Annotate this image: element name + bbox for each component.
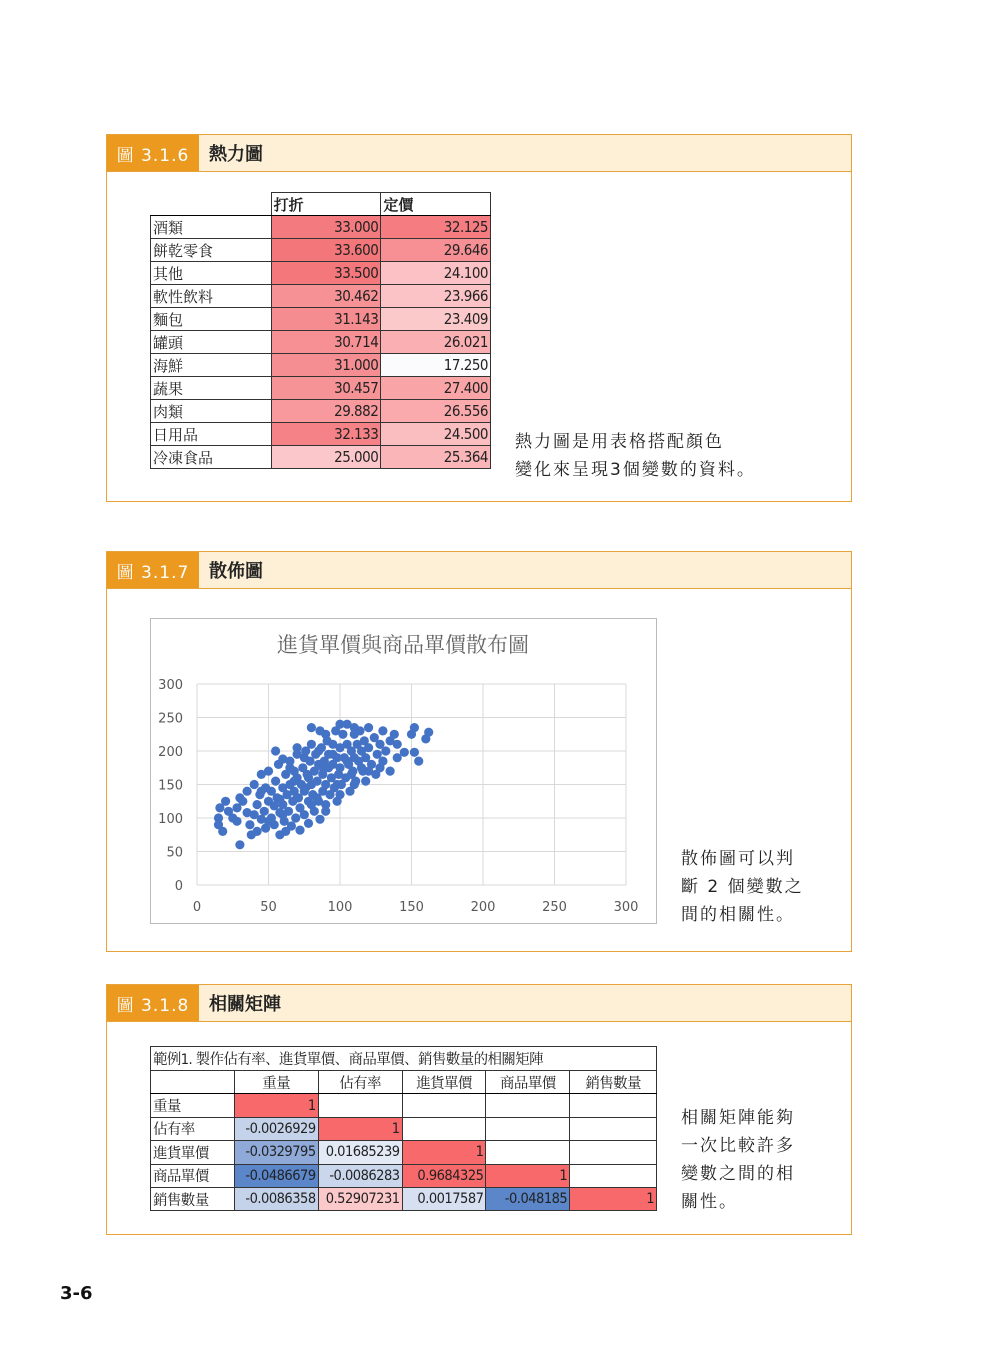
scatter-point <box>335 720 344 729</box>
scatter-point <box>235 840 244 849</box>
scatter-point <box>424 728 433 737</box>
row-label: 軟性飲料 <box>151 285 272 308</box>
scatter-point <box>390 730 399 739</box>
y-tick-label: 0 <box>174 879 183 894</box>
correlation-table-title: 範例1. 製作佔有率、進貨單價、商品單價、銷售數量的相關矩陣 <box>151 1047 657 1071</box>
scatter-point <box>304 773 313 782</box>
table-row <box>151 1164 657 1187</box>
heatmap-caption <box>515 428 756 484</box>
scatter-point <box>232 817 241 826</box>
column-header: 重量 <box>234 1071 318 1094</box>
y-tick-label: 150 <box>158 778 183 794</box>
row-label: 餅乾零食 <box>151 239 272 262</box>
scatter-point <box>245 820 254 829</box>
x-tick-label: 0 <box>192 900 202 915</box>
row-label: 日用品 <box>151 423 272 446</box>
scatter-point <box>278 810 287 819</box>
column-header <box>151 1071 235 1094</box>
scatter-point <box>333 780 342 789</box>
scatter-point <box>313 793 322 802</box>
discount-cell: 30.457 <box>271 377 381 400</box>
price-cell: 24.500 <box>381 423 491 446</box>
caption-line: 相關矩陣能夠 <box>681 1108 795 1128</box>
table-row <box>151 1094 657 1117</box>
row-label: 海鮮 <box>151 354 272 377</box>
x-tick-label: 250 <box>542 900 567 915</box>
figure-header <box>107 552 851 589</box>
scatter-point <box>290 777 299 786</box>
figure-title: 散佈圖 <box>209 561 263 582</box>
scatter-point <box>271 746 280 755</box>
price-cell: 25.364 <box>381 446 491 469</box>
correlation-cell <box>318 1094 402 1117</box>
discount-cell: 31.143 <box>271 308 381 331</box>
scatter-point <box>253 800 262 809</box>
scatter-point <box>361 777 370 786</box>
discount-cell: 29.882 <box>271 400 381 423</box>
scatter-point <box>393 753 402 762</box>
price-cell: 29.646 <box>381 239 491 262</box>
column-header: 佔有率 <box>318 1071 402 1094</box>
row-label: 罐頭 <box>151 331 272 354</box>
caption-line: 變數之間的相 <box>681 1164 795 1184</box>
scatter-point <box>264 767 273 776</box>
row-label: 商品單價 <box>151 1164 235 1187</box>
table-row <box>151 262 491 285</box>
correlation-cell: 1 <box>318 1117 402 1140</box>
x-tick-label: 200 <box>470 900 496 915</box>
table-row <box>151 1187 657 1210</box>
correlation-cell: -0.0486679 <box>234 1164 318 1187</box>
column-header: 進貨單價 <box>402 1071 486 1094</box>
correlation-cell: 1 <box>402 1141 486 1164</box>
table-row <box>151 1117 657 1140</box>
correlation-cell <box>570 1117 657 1140</box>
row-label: 蔬果 <box>151 377 272 400</box>
scatter-point <box>378 726 387 735</box>
caption-line: 變化來呈現3個變數的資料。 <box>515 460 756 480</box>
correlation-cell <box>402 1094 486 1117</box>
row-label: 重量 <box>151 1094 235 1117</box>
row-label: 佔有率 <box>151 1117 235 1140</box>
scatter-point <box>300 810 309 819</box>
figure-number: 圖 3.1.8 <box>107 985 199 1021</box>
scatter-point <box>243 787 252 796</box>
correlation-cell: 0.9684325 <box>402 1164 486 1187</box>
scatter-point <box>264 817 273 826</box>
scatter-point <box>221 797 230 806</box>
header-price: 定價 <box>381 193 491 216</box>
scatter-point <box>364 723 373 732</box>
row-label: 麵包 <box>151 308 272 331</box>
y-tick-label: 200 <box>158 745 183 760</box>
table-row <box>151 239 491 262</box>
price-cell: 23.966 <box>381 285 491 308</box>
correlation-cell <box>570 1141 657 1164</box>
scatter-point <box>295 826 304 835</box>
price-cell: 32.125 <box>381 216 491 239</box>
row-label: 其他 <box>151 262 272 285</box>
scatter-point <box>347 770 356 779</box>
table-row <box>151 308 491 331</box>
figure-title: 相關矩陣 <box>209 994 281 1015</box>
column-header: 銷售數量 <box>570 1071 657 1094</box>
scatter-point <box>301 783 310 792</box>
row-label: 冷凍食品 <box>151 446 272 469</box>
scatter-point <box>386 767 395 776</box>
scatter-caption <box>681 845 804 929</box>
scatter-point <box>275 795 284 804</box>
column-header: 商品單價 <box>486 1071 570 1094</box>
y-tick-label: 50 <box>166 845 183 861</box>
caption-line: 散佈圖可以判 <box>681 849 795 869</box>
scatter-point <box>350 780 359 789</box>
scatter-point <box>335 763 344 772</box>
scatter-chart-frame <box>150 618 657 924</box>
row-label: 酒類 <box>151 216 272 239</box>
scatter-point <box>307 740 316 749</box>
correlation-cell: 1 <box>486 1164 570 1187</box>
correlation-table <box>150 1046 657 1211</box>
price-cell: 27.400 <box>381 377 491 400</box>
caption-line: 熱力圖是用表格搭配顏色 <box>515 432 724 452</box>
header-discount: 打折 <box>271 193 381 216</box>
scatter-point <box>364 743 373 752</box>
correlation-cell <box>402 1117 486 1140</box>
scatter-point <box>321 807 330 816</box>
page-number: 3-6 <box>60 1283 93 1304</box>
scatter-point <box>291 813 300 822</box>
row-label: 銷售數量 <box>151 1187 235 1210</box>
scatter-point <box>253 827 262 836</box>
scatter-chart <box>151 619 656 923</box>
scatter-point <box>293 793 302 802</box>
scatter-point <box>357 763 366 772</box>
correlation-cell: -0.0086358 <box>234 1187 318 1210</box>
correlation-cell: 1 <box>570 1187 657 1210</box>
correlation-cell: -0.0329795 <box>234 1141 318 1164</box>
figure-number: 圖 3.1.7 <box>107 552 199 588</box>
table-row <box>151 285 491 308</box>
scatter-point <box>410 723 419 732</box>
correlation-cell: 0.0017587 <box>402 1187 486 1210</box>
discount-cell: 33.000 <box>271 216 381 239</box>
correlation-caption <box>681 1104 795 1216</box>
scatter-point <box>338 730 347 739</box>
row-label: 進貨單價 <box>151 1141 235 1164</box>
scatter-point <box>321 730 330 739</box>
scatter-point <box>307 723 316 732</box>
scatter-point <box>281 827 290 836</box>
table-row <box>151 354 491 377</box>
scatter-point <box>343 757 352 766</box>
scatter-point <box>257 787 266 796</box>
scatter-point <box>335 790 344 799</box>
scatter-point <box>293 743 302 752</box>
correlation-cell: -0.0026929 <box>234 1117 318 1140</box>
correlation-cell <box>486 1141 570 1164</box>
caption-line: 關性。 <box>681 1192 738 1212</box>
figure-header <box>107 135 851 172</box>
table-row <box>151 446 491 469</box>
correlation-cell <box>570 1164 657 1187</box>
figure-number: 圖 3.1.6 <box>107 135 199 171</box>
scatter-point <box>304 819 313 828</box>
scatter-point <box>410 748 419 757</box>
caption-line: 間的相關性。 <box>681 905 795 925</box>
discount-cell: 33.500 <box>271 262 381 285</box>
table-row <box>151 216 491 239</box>
discount-cell: 25.000 <box>271 446 381 469</box>
header-blank <box>151 193 272 216</box>
y-tick-label: 300 <box>158 678 183 693</box>
scatter-point <box>381 746 390 755</box>
price-cell: 23.409 <box>381 308 491 331</box>
discount-cell: 30.462 <box>271 285 381 308</box>
scatter-point <box>350 723 359 732</box>
caption-line: 斷 2 個變數之 <box>681 877 804 897</box>
x-tick-label: 300 <box>613 900 639 915</box>
scatter-point <box>271 777 280 786</box>
figure-header <box>107 985 851 1022</box>
correlation-cell: 1 <box>234 1094 318 1117</box>
caption-line: 一次比較許多 <box>681 1136 795 1156</box>
scatter-point <box>318 763 327 772</box>
scatter-point <box>300 753 309 762</box>
scatter-point <box>218 827 227 836</box>
correlation-cell <box>570 1094 657 1117</box>
table-row <box>151 377 491 400</box>
discount-cell: 32.133 <box>271 423 381 446</box>
price-cell: 26.556 <box>381 400 491 423</box>
price-cell: 17.250 <box>381 354 491 377</box>
correlation-cell <box>486 1094 570 1117</box>
scatter-point <box>278 754 287 763</box>
x-tick-label: 150 <box>399 900 424 915</box>
price-cell: 24.100 <box>381 262 491 285</box>
scatter-point <box>414 757 423 766</box>
correlation-cell: -0.0086283 <box>318 1164 402 1187</box>
table-row <box>151 423 491 446</box>
price-cell: 26.021 <box>381 331 491 354</box>
scatter-point <box>328 750 337 759</box>
table-row <box>151 1141 657 1164</box>
x-tick-label: 100 <box>327 900 353 915</box>
scatter-point <box>238 797 247 806</box>
heatmap-table <box>150 192 491 469</box>
correlation-cell: -0.048185 <box>486 1187 570 1210</box>
table-row <box>151 400 491 423</box>
scatter-point <box>315 815 324 824</box>
scatter-point <box>260 807 269 816</box>
x-tick-label: 50 <box>260 900 277 915</box>
discount-cell: 31.000 <box>271 354 381 377</box>
correlation-cell <box>486 1117 570 1140</box>
table-row <box>151 331 491 354</box>
correlation-cell: 0.52907231 <box>318 1187 402 1210</box>
scatter-point <box>375 763 384 772</box>
y-tick-label: 250 <box>158 711 183 727</box>
scatter-point <box>393 740 402 749</box>
y-tick-label: 100 <box>158 812 183 827</box>
correlation-cell: 0.01685239 <box>318 1141 402 1164</box>
row-label: 肉類 <box>151 400 272 423</box>
discount-cell: 30.714 <box>271 331 381 354</box>
discount-cell: 33.600 <box>271 239 381 262</box>
figure-title: 熱力圖 <box>209 144 263 165</box>
chart-title: 進貨單價與商品單價散布圖 <box>277 633 529 657</box>
scatter-point <box>250 780 259 789</box>
scatter-point <box>314 746 323 755</box>
scatter-point <box>285 763 294 772</box>
